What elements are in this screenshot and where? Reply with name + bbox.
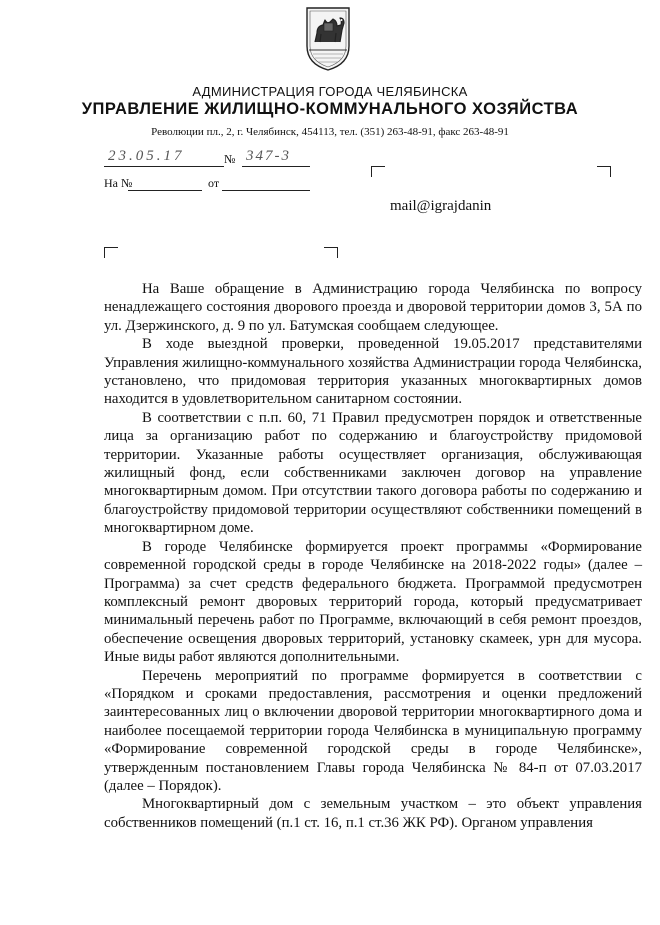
reference-date-label: от (208, 176, 220, 190)
chelyabinsk-coat-of-arms-icon (303, 6, 353, 72)
body-paragraph: В городе Челябинске формируется проект программы «Формирование современной городской среды в городе Челябинске на 2018-2022 годы» (далее – Программа) за счет средств федерального бюджета. Программой предусмотрен комплексный ремонт дворовых территорий города, который предусматривает минимальный перечень работ по Программе, включающий в себя ремонт проездов, обеспечение освещения дворовых территорий, установку скамеек, урн для мусора. Иные виды работ являются дополнительными. (104, 538, 642, 666)
address-block-corner-left (371, 166, 385, 177)
administration-name: АДМИНИСТРАЦИЯ ГОРОДА ЧЕЛЯБИНСКА (192, 84, 468, 99)
reference-number-label: На № (104, 176, 133, 190)
reference-number-blank (128, 190, 202, 191)
body-paragraph: В ходе выездной проверки, проведенной 19.05.2017 представителями Управления жилищно-коммунального хозяйства Администрации города Челябинска, установлено, что придомовая территория указанных многоквартирных домов находится в удовлетворительном санитарном состоянии. (104, 336, 642, 408)
outgoing-date: 23.05.17 (104, 148, 224, 167)
reference-date-blank (222, 190, 310, 191)
address-block-corner-right (597, 166, 611, 177)
outgoing-number: 347-3 (242, 148, 310, 167)
body-paragraph: Перечень мероприятий по программе формируется в соответствии с «Порядком и сроками предоставления, рассмотрения и оценки предложений заинтересованных лиц о включении дворовой территории многоквартирного дома и наиболее посещаемой территории города Челябинска в муниципальную программу «Формирование современной городской среды в городе Челябинске», утвержденным постановлением Главы города Челябинска № 84-п от 07.03.2017 (далее – Порядок). (104, 667, 642, 794)
body-paragraph: На Ваше обращение в Администрацию города Челябинска по вопросу ненадлежащего состояния дворового проезда и дворовой территории домов 3, 5А по ул. Дзержинского, д. 9 по ул. Батумская сообщаем следующее. (104, 281, 642, 334)
subject-block-corner-left (104, 247, 118, 258)
recipient-address: mail@igrajdanin (390, 198, 492, 214)
outgoing-number-label: № (224, 152, 236, 166)
letter-body (104, 280, 642, 832)
department-address: Революции пл., 2, г. Челябинск, 454113, тел. (351) 263-48-91, факс 263-48-91 (151, 126, 509, 138)
body-paragraph: В соответствии с п.п. 60, 71 Правил предусмотрен порядок и ответственные лица за организацию работ по содержанию и благоустройству придомовой территории. Указанные работы осуществляет организация, обслуживающая жилищный фонд, если собственниками заключен договор на управление многоквартирным домом. При отсутствии такого договора работы по содержанию и благоустройству придомовой территории осуществляют собственники помещений в многоквартирном доме. (104, 409, 642, 537)
body-paragraph: Многоквартирный дом с земельным участком – это объект управления собственников помещений (п.1 ст. 16, п.1 ст.36 ЖК РФ). Органом управления (104, 796, 642, 831)
subject-block-corner-right (324, 247, 338, 258)
department-name: УПРАВЛЕНИЕ ЖИЛИЩНО-КОММУНАЛЬНОГО ХОЗЯЙСТВА (81, 100, 579, 118)
